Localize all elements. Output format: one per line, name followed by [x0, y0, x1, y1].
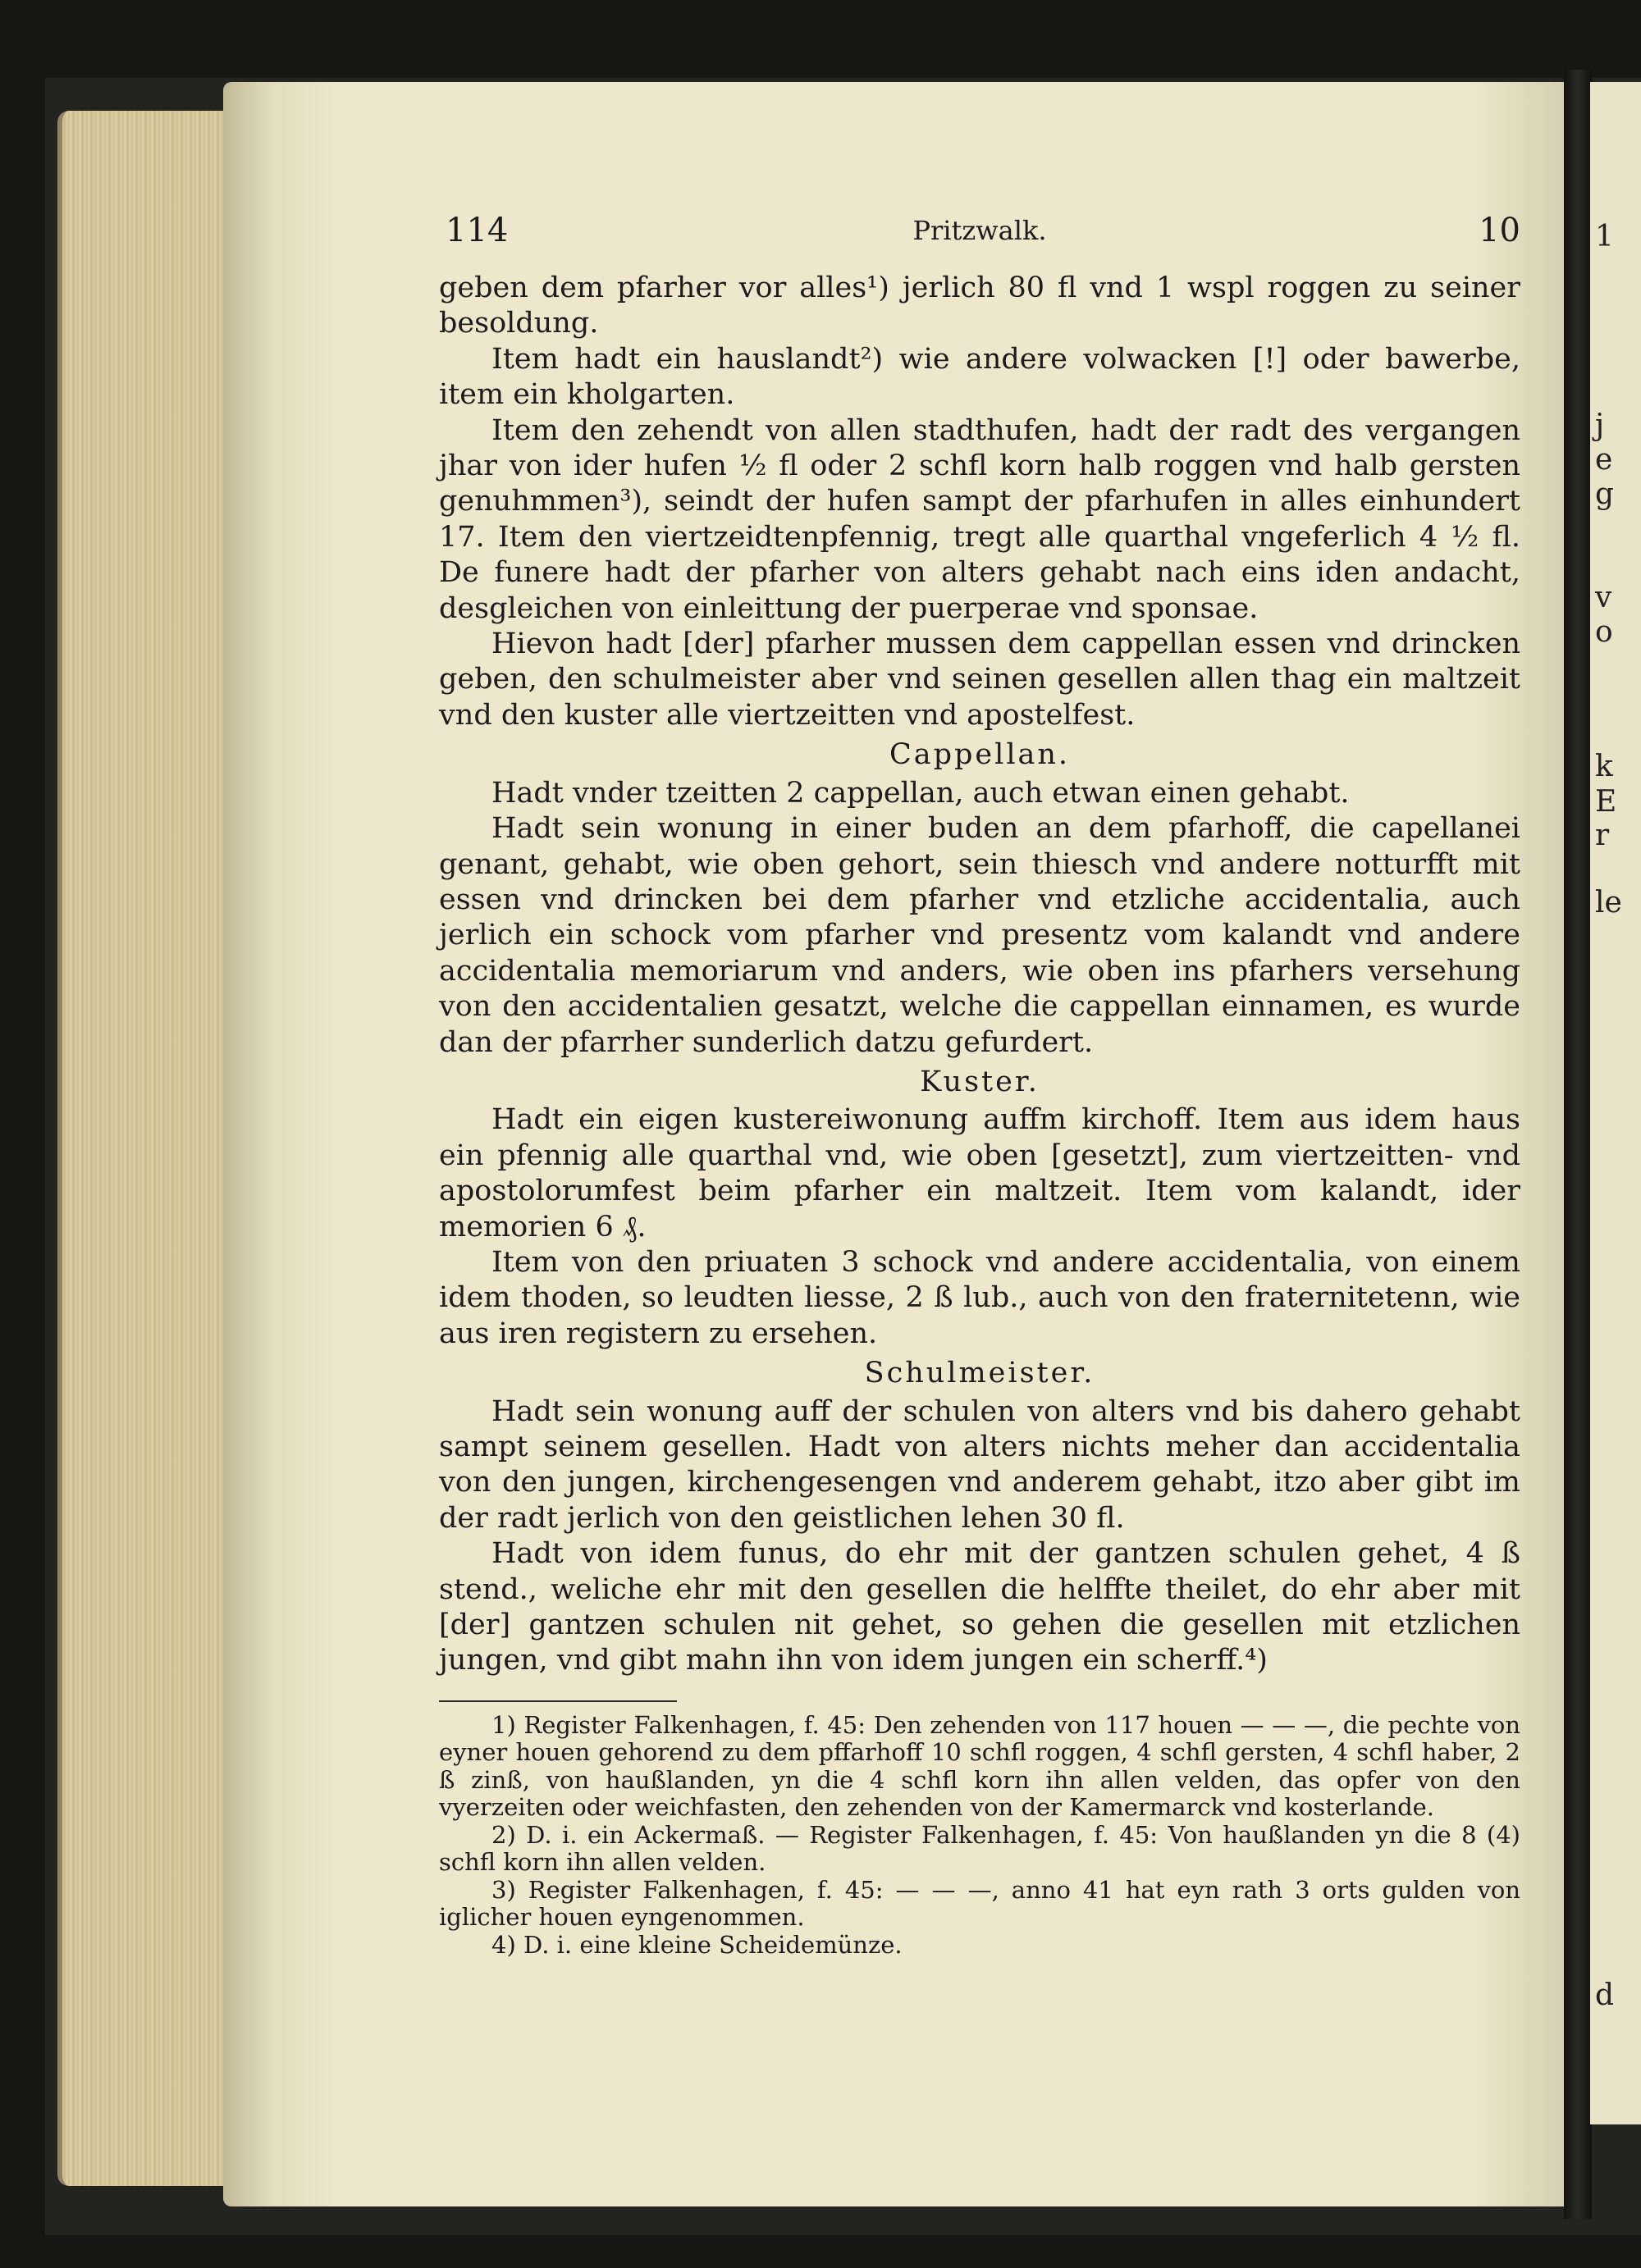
next-page-fragment: e — [1595, 443, 1613, 477]
footnote: 4) D. i. eine kleine Scheidemünze. — [491, 1930, 903, 1959]
next-page-fragment: r — [1595, 819, 1610, 852]
next-page-fragment: E — [1595, 785, 1617, 819]
next-page-edge — [1590, 82, 1641, 2124]
page-text — [439, 212, 1520, 1959]
next-page-fragment: o — [1595, 615, 1613, 649]
footnote: 3) Register Falkenhagen, f. 45: — — —, anno 41 hat eyn rath 3 orts gulden von iglicher houen eyngenommen. — [439, 1875, 1520, 1932]
paragraph: Hadt sein wonung auff der schulen von alters vnd bis dahero gehabt sampt seinem gesellen. Hadt von alters nichts meher dan accidentalia von den jungen, kirchengesengen vnd anderem gehabt, itzo aber gibt im der radt jerlich von den geistlichen lehen 30 fl. — [439, 1394, 1520, 1535]
paragraph: Hadt vnder tzeitten 2 cappellan, auch etwan einen gehabt. — [491, 776, 1350, 810]
page-number: 114 — [446, 212, 509, 249]
paragraph: Item von den priuaten 3 schock vnd andere accidentalia, von einem idem thoden, so leudten liesse, 2 ß lub., auch von den fraternitetenn, wie aus iren registern zu ersehen. — [439, 1245, 1520, 1350]
next-page-fragment: v — [1595, 581, 1612, 614]
paragraph: geben dem pfarher vor alles¹) jerlich 80 fl vnd 1 wspl roggen zu seiner besoldung. — [439, 272, 1520, 340]
next-page-fragment: g — [1595, 477, 1615, 511]
book-gutter — [1564, 70, 1592, 2219]
paragraph: Item hadt ein hauslandt²) wie andere volwacken [!] oder bawerbe, item ein kholgarten. — [439, 342, 1520, 412]
footnote: 2) D. i. ein Ackermaß. — Register Falkenhagen, f. 45: Von haußlanden yn die 8 (4) schfl korn ihn allen velden. — [439, 1820, 1520, 1877]
paragraph: Hadt ein eigen kustereiwonung auffm kirchoff. Item aus idem haus ein pfennig alle quarthal vnd, wie oben [gesetzt], zum viertzeitten- vnd apostolorumfest beim pfarher ein maltzeit. Item vom kalandt, ider memorien 6 ₰. — [439, 1103, 1520, 1244]
section-heading-cappellan: Cappellan. — [889, 738, 1071, 772]
next-page-fragment: 1 — [1595, 220, 1614, 253]
section-heading-kuster: Kuster. — [920, 1065, 1040, 1098]
running-header — [439, 212, 1520, 271]
next-page-fragment: le — [1595, 886, 1622, 920]
footnote-divider — [439, 1700, 677, 1702]
next-page-fragment: j — [1595, 408, 1605, 442]
section-heading-schulmeister: Schulmeister. — [864, 1357, 1095, 1390]
page-edges — [57, 111, 243, 2186]
paragraph: Item den zehendt von allen stadthufen, hadt der radt des vergangen jhar von ider hufen ½ fl oder 2 schfl korn halb roggen vnd halb gersten genuhmmen³), seindt der hufen sampt der pfarhufen in alles einhundert 17. Item den viertzeidtenpfennig, tregt alle quarthal vngeferlich 4 ½ fl. De funere hadt der pfarher von alters gehabt nach eins iden andacht, desgleichen von einleittung der puerperae vnd sponsae. — [439, 413, 1520, 625]
paragraph: Hadt sein wonung in einer buden an dem pfarhoff, die capellanei genant, gehabt, wie oben gehort, sein thiesch vnd andere notturfft mit essen vnd drincken bei dem pfarher vnd etzliche accidentalia, auch jerlich ein schock vom pfarher vnd presentz vom kalandt vnd andere accidentalia memoriarum vnd anders, wie oben ins pfarhers versehung von den accidentalien gesatzt, welche die cappellan einnamen, es wurde dan der pfarrher sunderlich datzu gefurdert. — [439, 812, 1520, 1059]
paragraph: Hievon hadt [der] pfarher mussen dem cappellan essen vnd drincken geben, den schulmeister aber vnd seinen gesellen allen thag ein maltzeit vnd den kuster alle viertzeitten vnd apostelfest. — [439, 627, 1520, 732]
running-title: Pritzwalk. — [912, 215, 1047, 246]
paragraph: Hadt von idem funus, do ehr mit der gantzen schulen gehet, 4 ß stend., weliche ehr mit den gesellen die helffte theilet, do ehr aber mit [der] gantzen schulen nit gehet, so gehen die gesellen mit etzlichen jungen, vnd gibt mahn ihn von idem jungen ein scherff.⁴) — [439, 1537, 1520, 1677]
section-number: 10 — [1479, 212, 1520, 249]
next-page-fragment: d — [1595, 1978, 1615, 2012]
next-page-fragment: k — [1595, 750, 1613, 783]
footnote: 1) Register Falkenhagen, f. 45: Den zehenden von 117 houen — — —, die pechte von eyner houen gehorend zu dem pffarhoff 10 schfl roggen, 4 schfl gersten, 4 schfl haber, 2 ß zinß, von haußlanden, yn die 4 schfl korn ihn allen velden, das opfer von den vyerzeiten oder weichfasten, den zehenden von der Kamermarck vnd kosterlande. — [439, 1710, 1520, 1822]
